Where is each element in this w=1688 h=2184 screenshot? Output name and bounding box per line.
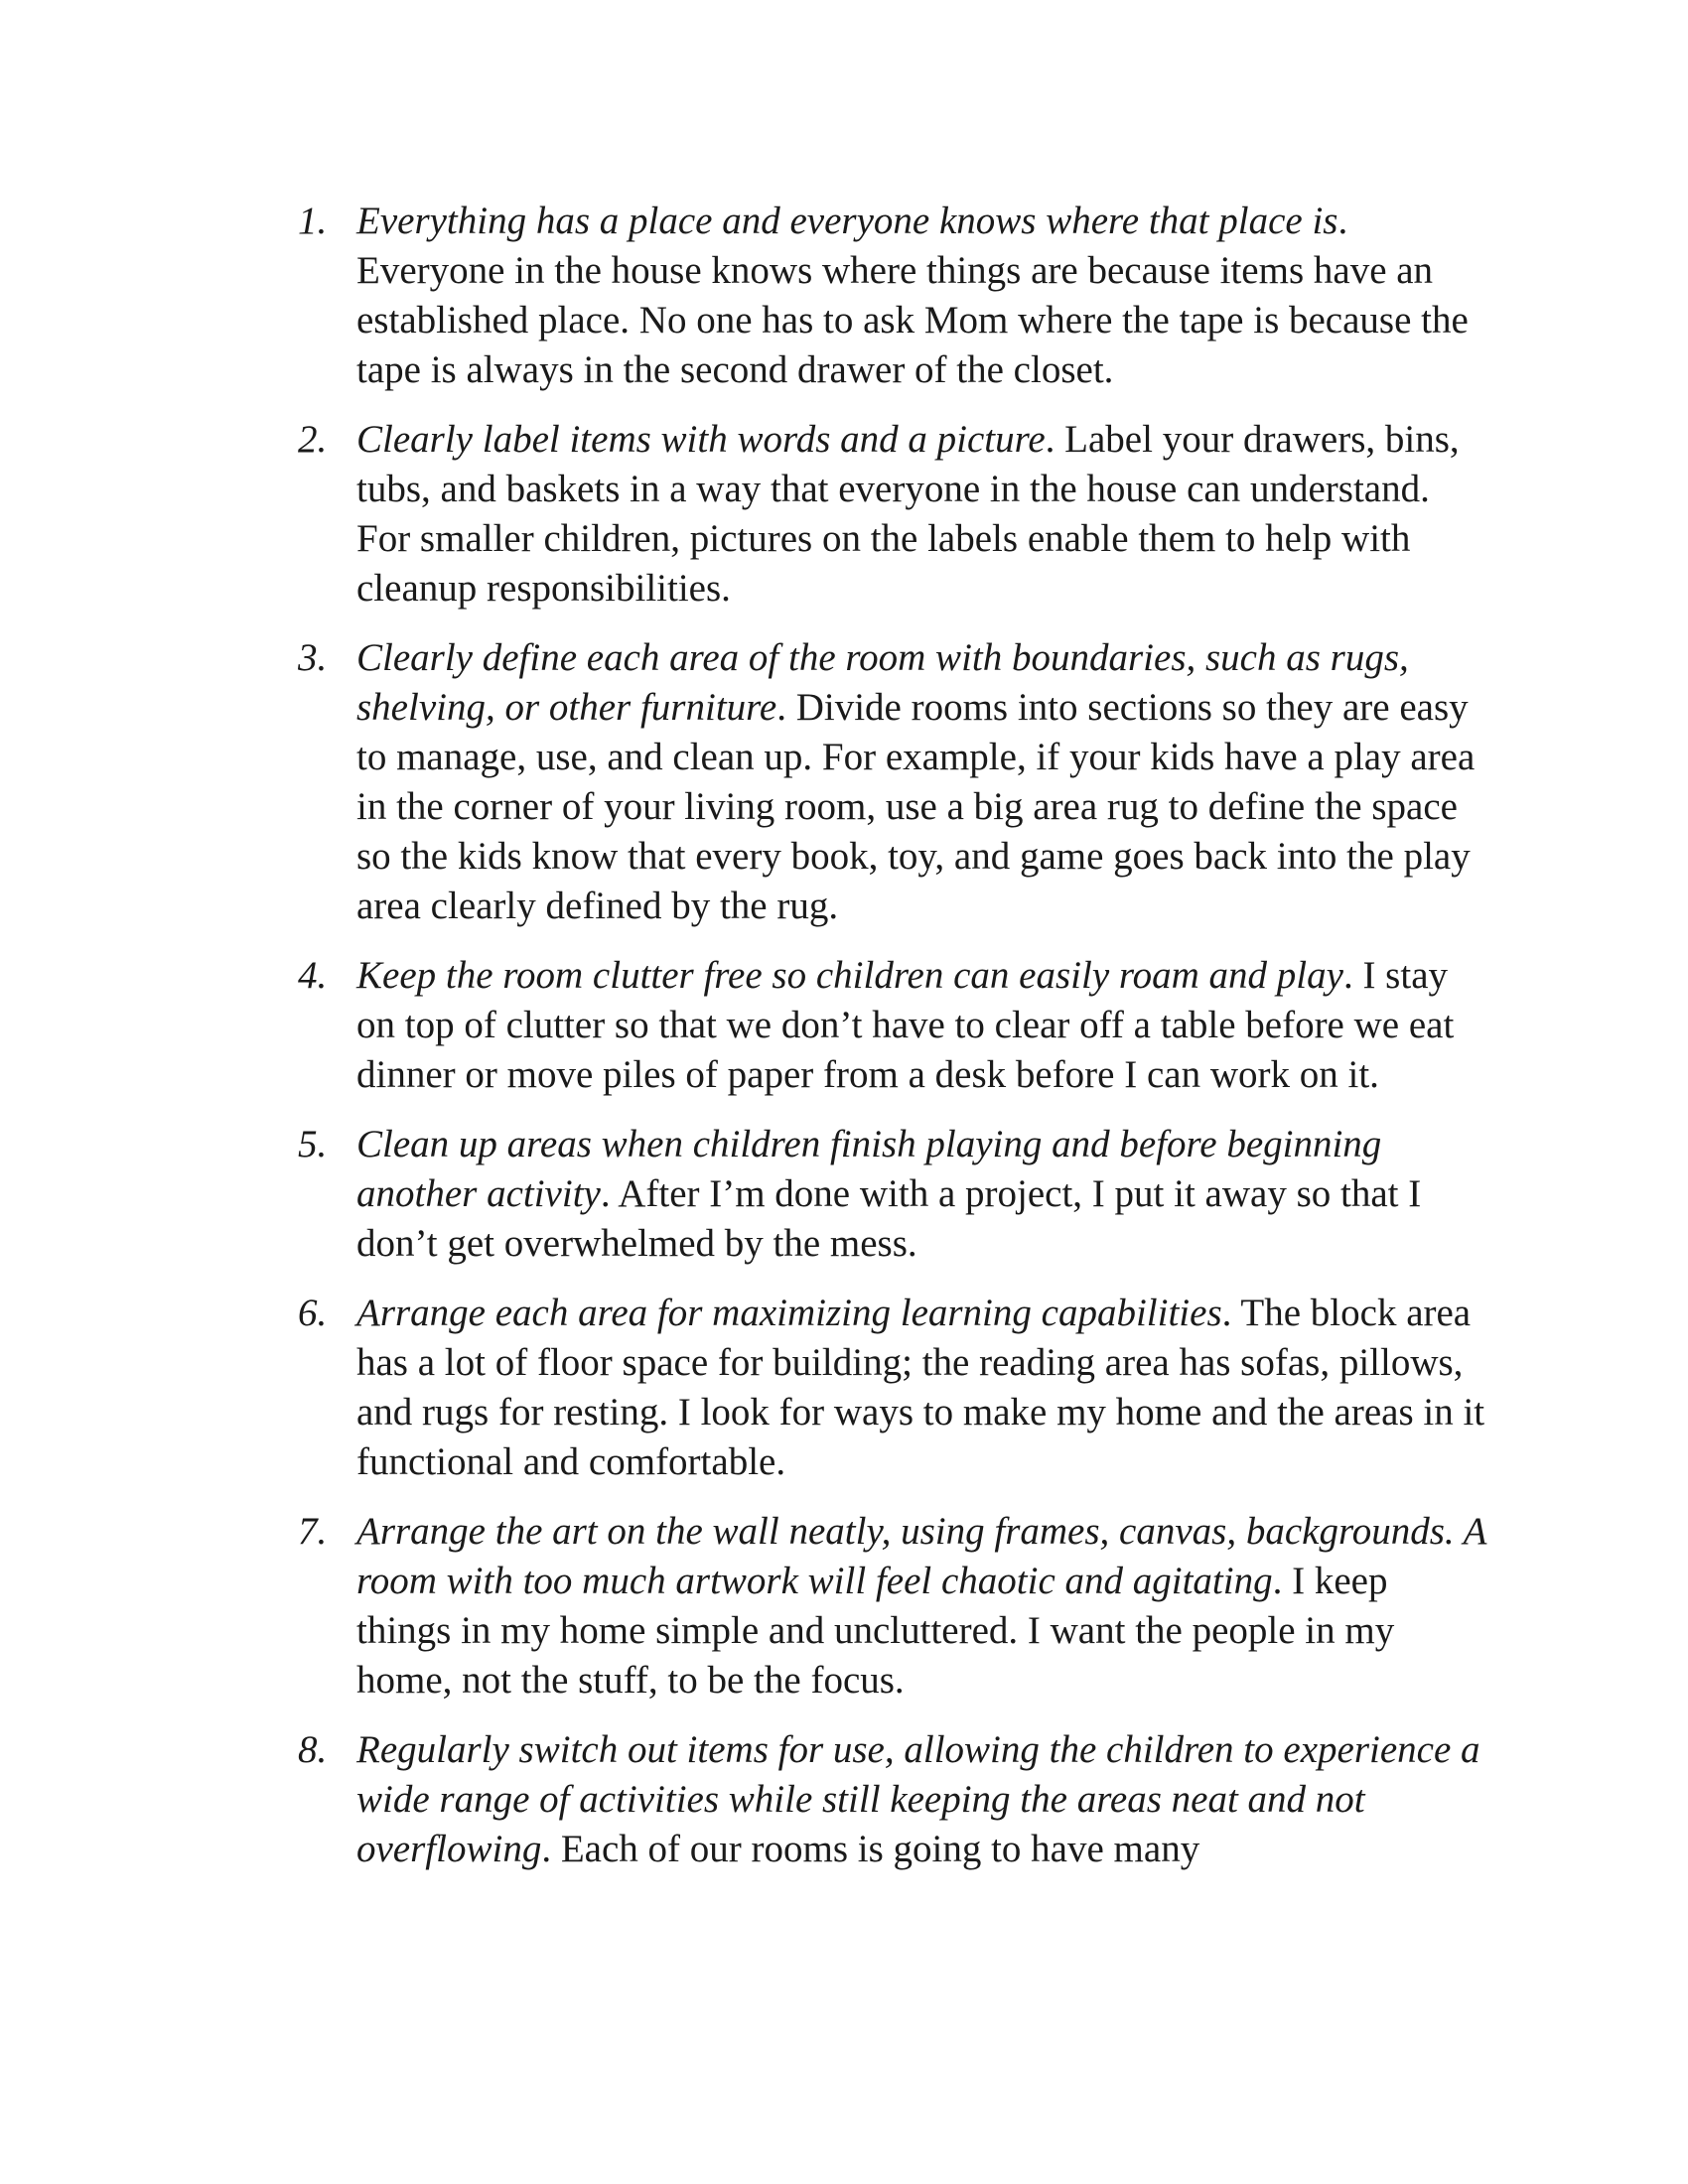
- item-number: 8.: [298, 1728, 328, 1771]
- item-number: 7.: [298, 1510, 328, 1553]
- item-punct: .: [1342, 954, 1353, 997]
- item-text: Label your drawers, bins, tubs, and baskets in a way that everyone in the house can understand. For smaller children, pictures on the labels enable them to help with cleanup responsibilities.: [356, 418, 1460, 610]
- list-item-7: [298, 1507, 1489, 1706]
- item-text: I keep things in my home simple and uncluttered. I want the people in my home, not the stuff, to be the focus.: [356, 1560, 1395, 1702]
- item-text: After I’m done with a project, I put it away so that I don’t get overwhelmed by the mess.: [356, 1172, 1422, 1265]
- item-lead: Keep the room clutter free so children can easily roam and play: [356, 954, 1343, 997]
- item-punct: .: [600, 1172, 611, 1215]
- list-item-4: [298, 951, 1489, 1100]
- item-lead: Clean up areas when children finish playing and before beginning another activity: [356, 1123, 1382, 1215]
- item-number: 1.: [298, 200, 328, 242]
- item-text: Each of our rooms is going to have many: [551, 1828, 1200, 1870]
- item-text: I stay on top of clutter so that we don’t have to clear off a table before we eat dinner or move piles of paper from a desk before I can work on it.: [356, 954, 1455, 1096]
- item-number: 2.: [298, 418, 328, 461]
- item-punct: .: [776, 686, 786, 729]
- list-item-3: [298, 633, 1489, 931]
- numbered-list: [298, 197, 1489, 1894]
- item-number: 3.: [298, 636, 328, 679]
- item-punct: .: [1272, 1560, 1283, 1602]
- item-lead: Everything has a place and everyone knows where that place is: [356, 200, 1338, 242]
- item-punct: .: [541, 1828, 552, 1870]
- item-number: 6.: [298, 1292, 328, 1334]
- item-punct: .: [1337, 200, 1348, 242]
- list-item-2: [298, 415, 1489, 614]
- item-lead: Clearly define each area of the room with boundaries, such as rugs, shelving, or other furniture: [356, 636, 1409, 729]
- item-lead: Arrange the art on the wall neatly, using frames, canvas, backgrounds. A room with too much artwork will feel chaotic and agitating: [356, 1510, 1486, 1602]
- item-text: The block area has a lot of floor space for building; the reading area has sofas, pillows, and rugs for resting. I look for ways to make my home and the areas in it functional and comfortable.: [356, 1292, 1485, 1483]
- item-text: Everyone in the house knows where things are because items have an established place. No one has to ask Mom where the tape is because the tape is always in the second drawer of the closet.: [356, 249, 1469, 391]
- item-lead: Regularly switch out items for use, allowing the children to experience a wide range of activities while still keeping the areas neat and not overflowing: [356, 1728, 1480, 1870]
- list-item-1: [298, 197, 1489, 395]
- list-item-6: [298, 1289, 1489, 1487]
- item-punct: .: [1221, 1292, 1232, 1334]
- item-number: 5.: [298, 1123, 328, 1165]
- item-number: 4.: [298, 954, 328, 997]
- item-text: Divide rooms into sections so they are easy to manage, use, and clean up. For example, if your kids have a play area in the corner of your living room, use a big area rug to define the space so the kids know that every book, toy, and game goes back into the play area clearly defined by the rug.: [356, 686, 1476, 927]
- list-item-5: [298, 1120, 1489, 1269]
- item-lead: Clearly label items with words and a picture: [356, 418, 1046, 461]
- list-item-8: [298, 1725, 1489, 1874]
- item-lead: Arrange each area for maximizing learning capabilities: [356, 1292, 1222, 1334]
- item-punct: .: [1045, 418, 1055, 461]
